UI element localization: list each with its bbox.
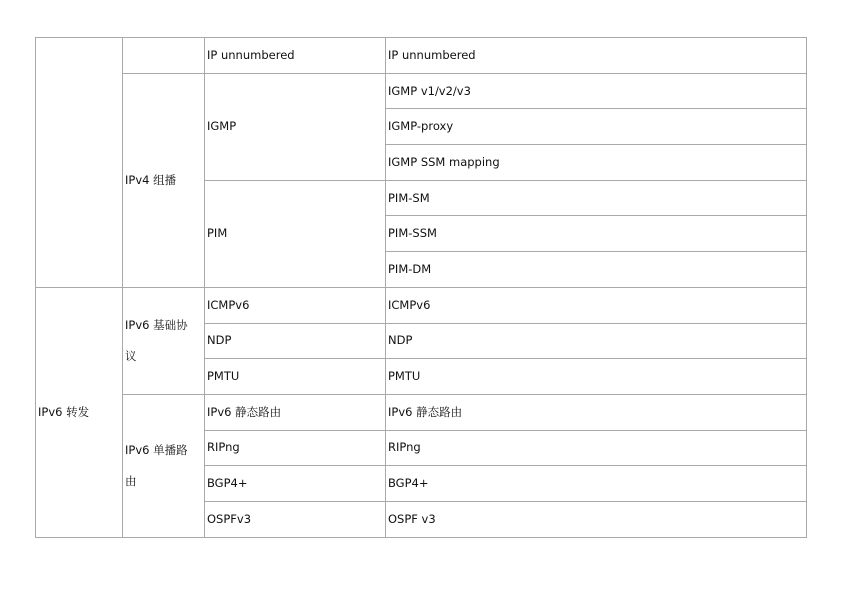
feature-cell-igmp: IGMP (205, 73, 386, 180)
subcategory-label-line: IPv6 单播路 (125, 442, 188, 457)
detail-cell: IGMP-proxy (386, 109, 807, 145)
subcategory-cell-ipv4-multicast: IPv4 组播 (123, 73, 205, 287)
detail-cell: PIM-SSM (386, 216, 807, 252)
detail-cell: OSPF v3 (386, 501, 807, 537)
detail-cell: PIM-SM (386, 180, 807, 216)
detail-cell: ICMPv6 (386, 287, 807, 323)
subcategory-cell-empty (123, 38, 205, 74)
table-row (36, 73, 807, 109)
detail-cell: IGMP SSM mapping (386, 145, 807, 181)
subcategory-cell-ipv6-unicast (123, 394, 205, 537)
category-cell-empty (36, 38, 123, 288)
subcategory-label-line: 议 (125, 348, 137, 363)
feature-cell-pim: PIM (205, 180, 386, 287)
detail-cell: BGP4+ (386, 466, 807, 502)
feature-cell: OSPFv3 (205, 501, 386, 537)
feature-cell: ICMPv6 (205, 287, 386, 323)
subcategory-label-line: IPv6 基础协 (125, 317, 188, 332)
detail-cell: RIPng (386, 430, 807, 466)
detail-cell: IPv6 静态路由 (386, 394, 807, 430)
detail-cell: NDP (386, 323, 807, 359)
feature-cell: BGP4+ (205, 466, 386, 502)
detail-cell: PMTU (386, 359, 807, 395)
feature-cell: PMTU (205, 359, 386, 395)
table-row (36, 287, 807, 323)
subcategory-cell-ipv6-basic (123, 287, 205, 394)
detail-cell: PIM-DM (386, 252, 807, 288)
feature-spec-table (35, 37, 807, 538)
feature-cell: RIPng (205, 430, 386, 466)
subcategory-label-line: 由 (125, 473, 137, 488)
feature-cell: IPv6 静态路由 (205, 394, 386, 430)
detail-cell: IP unnumbered (386, 38, 807, 74)
feature-cell: NDP (205, 323, 386, 359)
detail-cell: IGMP v1/v2/v3 (386, 73, 807, 109)
table-row (36, 394, 807, 430)
category-cell-ipv6-forwarding: IPv6 转发 (36, 287, 123, 537)
table-row (36, 38, 807, 74)
feature-cell: IP unnumbered (205, 38, 386, 74)
